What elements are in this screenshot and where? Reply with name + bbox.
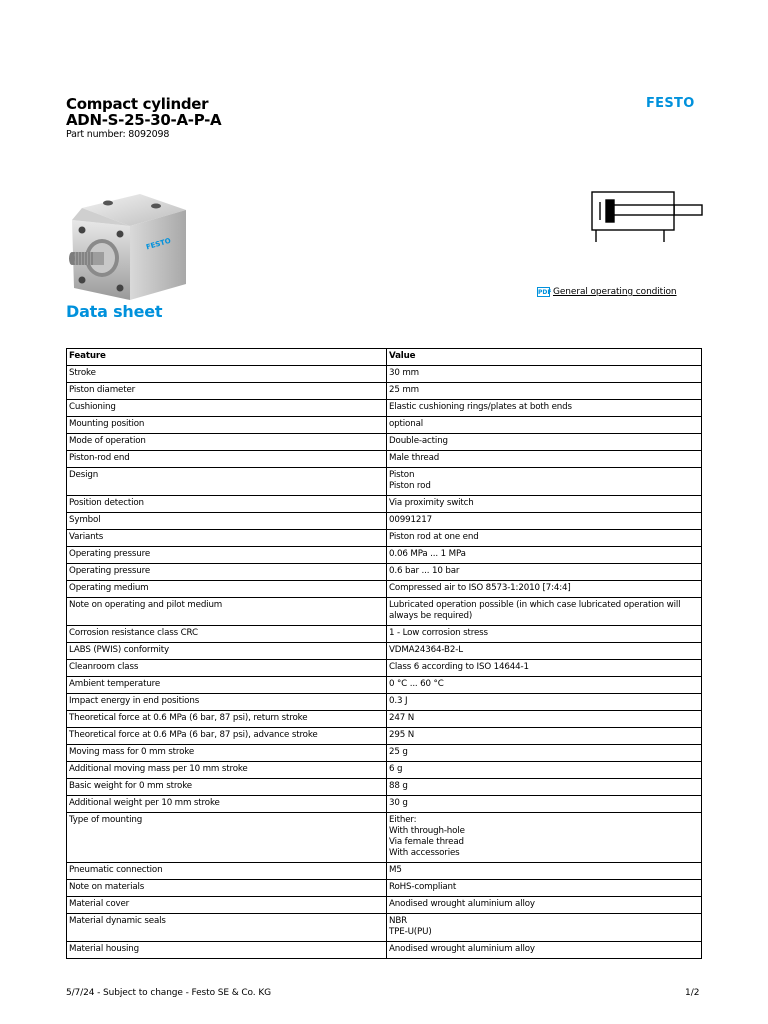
value-cell [387,863,702,880]
table-row [67,813,702,863]
value-cell [387,660,702,677]
value-line: Either: [389,815,417,825]
value-cell [387,366,702,383]
value-cell [387,694,702,711]
value-cell [387,779,702,796]
value-line: 00991217 [389,515,433,525]
table-row [67,863,702,880]
table-row [67,383,702,400]
title-block [66,96,221,140]
value-line: Anodised wrought aluminium alloy [389,944,535,954]
feature-cell: LABS (PWIS) conformity [67,643,387,660]
feature-cell: Additional weight per 10 mm stroke [67,796,387,813]
feature-cell: Position detection [67,496,387,513]
feature-cell: Piston diameter [67,383,387,400]
value-cell [387,530,702,547]
value-cell [387,643,702,660]
value-line: 25 mm [389,385,419,395]
value-line: Piston rod at one end [389,532,479,542]
feature-cell: Impact energy in end positions [67,694,387,711]
value-line: Elastic cushioning rings/plates at both ends [389,402,572,412]
compact-cylinder-photo [64,188,188,300]
table-row [67,694,702,711]
table-row [67,564,702,581]
value-cell [387,547,702,564]
table-row [67,677,702,694]
value-cell [387,581,702,598]
table-row [67,417,702,434]
value-line: 30 g [389,798,408,808]
value-cell [387,762,702,779]
value-cell [387,745,702,762]
value-line: 88 g [389,781,408,791]
feature-column-header: Feature [67,349,387,366]
value-line: M5 [389,865,402,875]
value-line: VDMA24364-B2-L [389,645,463,655]
feature-cell: Pneumatic connection [67,863,387,880]
value-cell [387,434,702,451]
value-cell [387,513,702,530]
feature-cell: Variants [67,530,387,547]
value-cell [387,897,702,914]
value-cell [387,564,702,581]
cylinder-symbol-icon [588,186,706,244]
feature-cell: Piston-rod end [67,451,387,468]
value-line: 25 g [389,747,408,757]
table-row [67,468,702,496]
value-line: With accessories [389,848,460,858]
feature-cell: Stroke [67,366,387,383]
value-cell [387,417,702,434]
feature-cell: Ambient temperature [67,677,387,694]
general-operating-condition-label[interactable]: General operating condition [553,287,677,297]
value-line: 0 °C ... 60 °C [389,679,444,689]
value-line: Via female thread [389,837,464,847]
feature-cell: Material dynamic seals [67,914,387,942]
table-row [67,897,702,914]
value-cell [387,468,702,496]
value-line: RoHS-compliant [389,882,457,892]
value-line: Class 6 according to ISO 14644-1 [389,662,529,672]
value-line: Piston rod [389,481,431,491]
table-row [67,451,702,468]
festo-logo: FESTO [646,96,695,111]
table-row [67,762,702,779]
table-row [67,598,702,626]
table-header-row [67,349,702,366]
value-line: With through-hole [389,826,465,836]
value-cell [387,711,702,728]
value-line: 295 N [389,730,415,740]
feature-cell: Cushioning [67,400,387,417]
product-name: Compact cylinder [66,95,209,113]
value-cell [387,677,702,694]
table-row [67,745,702,762]
value-cell [387,496,702,513]
value-cell [387,942,702,959]
table-row [67,547,702,564]
feature-cell: Moving mass for 0 mm stroke [67,745,387,762]
value-cell [387,914,702,942]
value-cell [387,880,702,897]
value-line: optional [389,419,424,429]
product-brand-mark: FESTO [145,236,172,252]
feature-cell: Corrosion resistance class CRC [67,626,387,643]
feature-cell: Operating pressure [67,564,387,581]
table-row [67,626,702,643]
feature-cell: Operating pressure [67,547,387,564]
value-column-header: Value [387,349,702,366]
value-cell [387,451,702,468]
table-row [67,796,702,813]
feature-cell: Material housing [67,942,387,959]
pdf-icon: PDF [538,289,552,296]
table-row [67,513,702,530]
table-row [67,728,702,745]
table-row [67,530,702,547]
table-row [67,880,702,897]
value-cell [387,796,702,813]
value-line: 0.06 MPa ... 1 MPa [389,549,466,559]
general-operating-condition-link[interactable] [537,287,677,297]
value-line: 0.3 J [389,696,408,706]
value-line: 6 g [389,764,403,774]
feature-cell: Mounting position [67,417,387,434]
feature-cell: Basic weight for 0 mm stroke [67,779,387,796]
feature-cell: Type of mounting [67,813,387,863]
value-line: Piston [389,470,415,480]
value-line: Anodised wrought aluminium alloy [389,899,535,909]
value-cell [387,400,702,417]
feature-cell: Additional moving mass per 10 mm stroke [67,762,387,779]
value-cell [387,383,702,400]
value-line: NBR [389,916,408,926]
table-row [67,660,702,677]
feature-cell: Cleanroom class [67,660,387,677]
value-line: 1 - Low corrosion stress [389,628,488,638]
table-row [67,643,702,660]
table-row [67,496,702,513]
value-line: 0.6 bar ... 10 bar [389,566,460,576]
feature-cell: Theoretical force at 0.6 MPa (6 bar, 87 psi), advance stroke [67,728,387,745]
feature-cell: Symbol [67,513,387,530]
value-line: Via proximity switch [389,498,474,508]
feature-cell: Mode of operation [67,434,387,451]
table-row [67,942,702,959]
feature-cell: Material cover [67,897,387,914]
table-row [67,434,702,451]
value-line: Male thread [389,453,440,463]
table-row [67,711,702,728]
value-cell [387,626,702,643]
value-cell [387,598,702,626]
feature-cell: Design [67,468,387,496]
value-line: 247 N [389,713,415,723]
footer-note: 5/7/24 - Subject to change - Festo SE & Co. KG [66,988,272,998]
feature-cell: Operating medium [67,581,387,598]
table-row [67,914,702,942]
value-cell [387,728,702,745]
section-title: Data sheet [66,302,163,321]
value-line: TPE-U(PU) [389,927,432,937]
page-number: 1/2 [685,988,700,998]
value-cell [387,813,702,863]
part-number: Part number: 8092098 [66,129,170,140]
data-sheet-table [66,348,702,959]
table-row [67,366,702,383]
table-row [67,581,702,598]
product-code: ADN-S-25-30-A-P-A [66,111,222,129]
value-line: Double-acting [389,436,448,446]
feature-cell: Theoretical force at 0.6 MPa (6 bar, 87 psi), return stroke [67,711,387,728]
value-line: 30 mm [389,368,419,378]
feature-cell: Note on materials [67,880,387,897]
table-row [67,400,702,417]
table-row [67,779,702,796]
value-line: Compressed air to ISO 8573-1:2010 [7:4:4] [389,583,571,593]
value-line: Lubricated operation possible (in which case lubricated operation will always be required) [389,600,681,621]
feature-cell: Note on operating and pilot medium [67,598,387,626]
